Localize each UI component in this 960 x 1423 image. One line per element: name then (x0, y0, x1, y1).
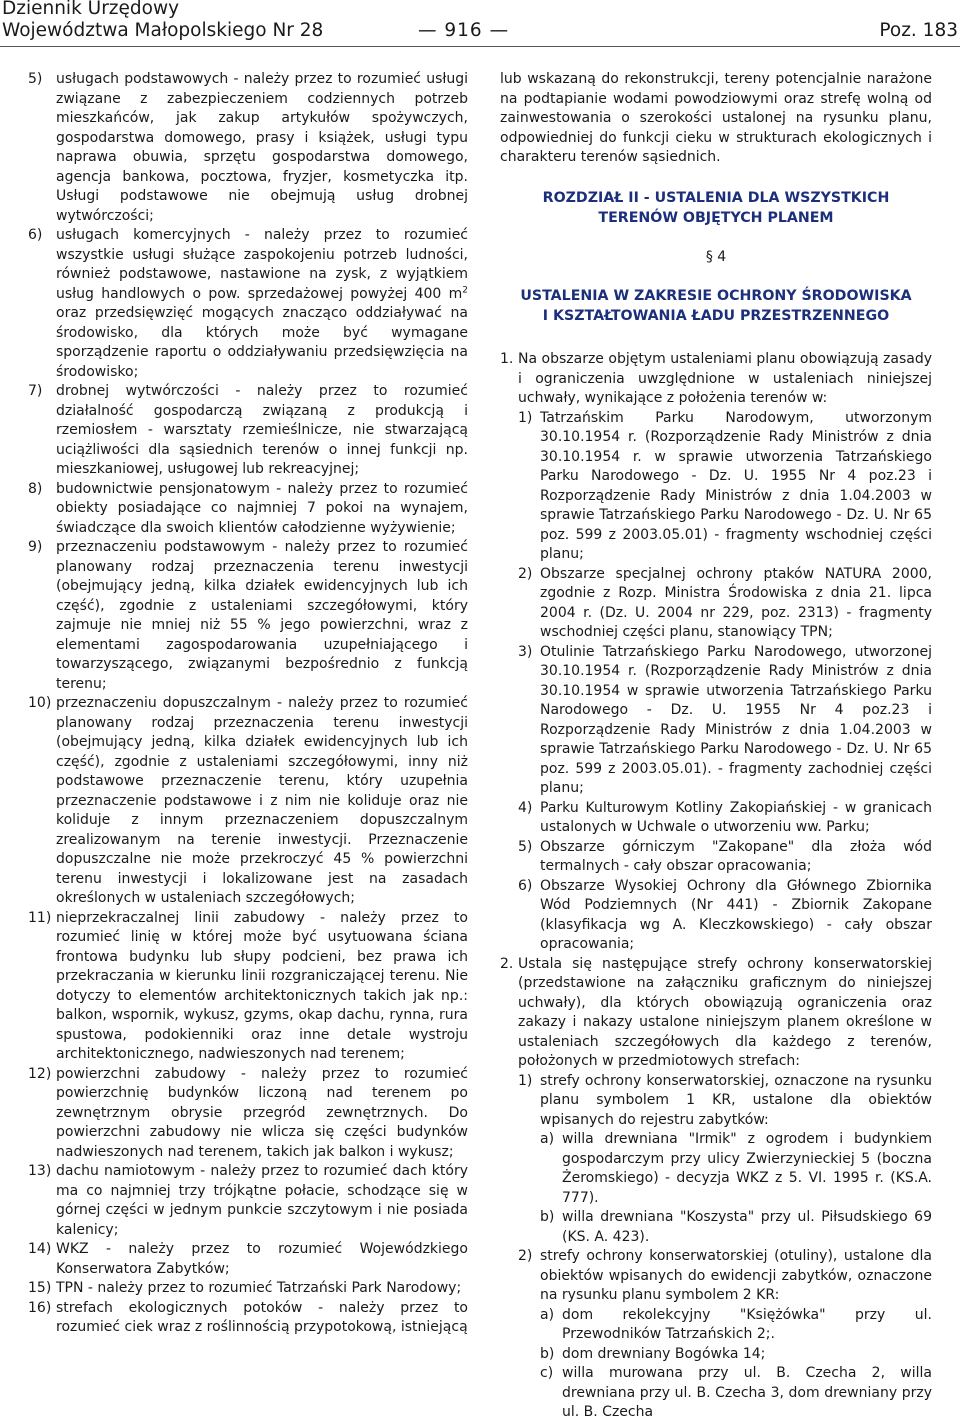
definition-item-15 (28, 1279, 468, 1299)
clause-number: 2. (500, 955, 514, 972)
point-text: Obszarze specjalnej ochrony ptaków NATURA 2000, zgodnie z Rozp. Ministra Środowiska z dnia 21. lipca 2004 r. (Dz. U. 2004 nr 229, poz. 2313) - fragmenty wschodniej części planu, stanowiący TPN; (540, 565, 932, 640)
point-number: 5) (518, 838, 533, 855)
voivodeship-issue: Województwa Małopolskiego Nr 28 (2, 20, 324, 41)
clause-text: Ustala się następujące strefy ochrony konserwatorskiej (przedstawione na załączniku graficznym do niniejszej uchwały), dla których obowiązują ograniczenia oraz zakazy i nakazy ustalone niniejszym planem określone w ustaleniach szczegółowych dla każdego z terenów, położonych w przedmiotowych strefach: (518, 955, 932, 1069)
clause-2-point-1a (500, 1130, 932, 1208)
item-text: dachu namiotowym - należy przez to rozumieć dach który ma co najmniej trzy trójkątne połacie, schodzące się w górnej części w jednym punkcie szczytowym i nie posiada kalenicy; (56, 1163, 468, 1238)
item-text: przeznaczeniu podstawowym - należy przez to rozumieć planowany rodzaj przeznaczenia terenu inwestycji (obejmujący jedną, kilka działek ewidencyjnych lub ich część), zgodnie z ustaleniami szczegółowymi, który zajmuje nie mniej niż 55 % jego powierzchni, wraz z elementami zagospodarowania uzupełniającego i towarzyszącego, związanymi bezpośrednio z funkcją terenu; (56, 539, 468, 692)
clause-1-point-4 (500, 799, 932, 838)
clause-number: 1. (500, 351, 514, 367)
left-column (28, 70, 468, 1338)
item-number: 13) (28, 1163, 52, 1179)
item-text: nieprzekraczalnej linii zabudowy - należy przez to rozumieć linię w której może być usytuowana ściana frontowa budynku lub słupy podcieni, bez prawa ich przekraczania w kierunku linii rozgraniczającej terenu. Nie dotyczy to elementów architektonicznych takich jak np.: balkon, wspornik, wykusz, gzyms, okap dachu, rynna, rura spustowa, podokienniki oraz inne detale wystroju architektonicznego, nadwieszonych nad terenem; (56, 909, 468, 1062)
letter-number: b) (540, 1345, 555, 1362)
page-header (0, 0, 960, 46)
point-number: 2) (518, 565, 533, 582)
clause-1-point-6 (500, 877, 932, 955)
point-text: Parku Kulturowym Kotliny Zakopiańskiej - w granicach ustalonych w Uchwale o utworzeniu ww. Parku; (540, 799, 932, 835)
point-text: strefy ochrony konserwatorskiej, oznaczone na rysunku planu symbolem 1 KR, ustalone dla obiektów wpisanych do rejestru zabytków: (540, 1072, 932, 1128)
clause-2-point-2b (500, 1345, 932, 1365)
clause-1-point-1 (500, 409, 932, 565)
item-text: drobnej wytwórczości - należy przez to rozumieć działalność gospodarczą związaną z produkcją i rzemiosłem - warsztaty rzemieślnicze, nie stwarzającą uciążliwości dla sąsiednich terenów o innej funkcji np. mieszkaniowej, usługowej lub rekreacyjnej; (56, 383, 468, 477)
letter-text: willa drewniana "Koszysta" przy ul. Piłsudskiego 69 (KS. A. 423). (562, 1209, 932, 1245)
item-number: 5) (28, 71, 43, 87)
point-number: 1) (518, 409, 533, 426)
point-number: 3) (518, 643, 533, 660)
item-number: 10) (28, 695, 52, 711)
clause-2-point-1b (500, 1208, 932, 1247)
item-text: strefach ekologicznych potoków - należy przez to rozumieć ciek wraz z roślinnością przypotokową, istniejącą (56, 1299, 468, 1335)
clause-2-point-1 (500, 1072, 932, 1131)
point-text: strefy ochrony konserwatorskiej (otuliny), ustalone dla obiektów wpisanych do ewidencji zabytków, oznaczone na rysunku planu symbolem 2 KR: (540, 1248, 932, 1303)
definition-item-9 (28, 538, 468, 694)
point-number: 6) (518, 877, 533, 894)
clause-1-point-5 (500, 838, 932, 877)
definition-item-16 (28, 1299, 468, 1338)
item-number: 7) (28, 383, 43, 399)
chapter-heading-line: ROZDZIAŁ II - USTALENIA DLA WSZYSTKICH (542, 189, 890, 206)
item-number: 9) (28, 539, 43, 555)
item-number: 8) (28, 480, 43, 497)
definition-item-10 (28, 694, 468, 909)
position-number: Poz. 183 (879, 20, 958, 41)
point-text: Otulinie Tatrzańskiego Parku Narodowego, utworzonej 30.10.1954 r. (Rozporządzenie Rady Ministrów z dnia 30.10.1954 w sprawie utworzenia Tatrzańskiego Parku Narodowego - Dz. U. 1955 Nr 4 poz.23 i Rozporządzenie Rady Ministrów z dnia 1.04.2003 w sprawie Tatrzańskiego Parku Narodowego - Dz. U. Nr 65 poz. 599 z 2003.05.01). - fragmenty zachodniej części planu; (540, 643, 932, 796)
point-text: Obszarze górniczym "Zakopane" dla złoża wód termalnych - cały obszar opracowania; (540, 838, 932, 874)
header-divider (0, 46, 960, 47)
page-number: — 916 — (418, 20, 510, 41)
chapter-heading (500, 188, 932, 228)
chapter-heading-line: TERENÓW OBJĘTYCH PLANEM (598, 209, 834, 226)
point-number: 2) (518, 1248, 533, 1264)
item-number: 11) (28, 909, 52, 926)
item-text: budownictwie pensjonatowym - należy przez to rozumieć obiekty posiadające co najmniej 7 pokoi na wynajem, świadczące dla swoich klientów całodzienne wyżywienie; (56, 480, 468, 536)
clause-1-point-3 (500, 643, 932, 799)
letter-text: dom rekolekcyjny "Księżówka" przy ul. Przewodników Tatrzańskich 2;. (562, 1306, 932, 1342)
right-column (500, 70, 932, 1423)
item-text: oraz przedsięwzięć mogących znacząco oddziaływać na środowisko, dla których może być wymagane sporządzenie raportu o oddziaływaniu przedsięwzięcia na środowisko; (56, 305, 468, 380)
definition-item-13 (28, 1162, 468, 1240)
paragraph-mark: § 4 (705, 248, 727, 265)
clause-1-point-2 (500, 565, 932, 643)
continued-paragraph: lub wskazaną do rekonstrukcji, tereny potencjalnie narażone na podtapianie wodami powodziowymi oraz strefę wolną od zainwestowania o szerokości ustalonej na rysunku planu, odpowiedniej do funkcji cieku w strukturach ekologicznych i charakteru terenów sąsiednich. (500, 71, 932, 165)
definition-item-12 (28, 1065, 468, 1163)
item-text: powierzchni zabudowy - należy przez to rozumieć powierzchnię budynków liczoną nad terenem po zewnętrznym obrysie przegród zewnętrznych. Do powierzchni zabudowy nie wlicza się części budynków nadwieszonych nad terenem, takich jak balkon i wykusz; (56, 1065, 468, 1160)
superscript: 2 (462, 284, 468, 295)
item-number: 15) (28, 1280, 52, 1296)
clause-2-point-2c (500, 1364, 932, 1423)
point-number: 4) (518, 799, 533, 816)
item-number: 6) (28, 227, 43, 243)
letter-number: c) (540, 1365, 554, 1381)
definition-item-7 (28, 382, 468, 480)
item-text: przeznaczeniu dopuszczalnym - należy przez to rozumieć planowany rodzaj przeznaczenia terenu inwestycji (obejmujący jedną, kilka działek ewidencyjnych lub ich część), zgodnie z ustaleniami szczegółowymi, inny niż podstawowe przeznaczenie terenu, który uzupełnia przeznaczenie podstawowe i z nim nie koliduje oraz nie koliduje z innym przeznaczeniem dopuszczalnym zrealizowanym na terenie inwestycji. Przeznaczenie dopuszczalne nie może przekroczyć 45 % powierzchni terenu inwestycji i lokalizowane jest na zasadach określonych w ustaleniach szczegółowych; (56, 695, 468, 906)
definition-item-6 (28, 226, 468, 382)
clause-text: Na obszarze objętym ustaleniami planu obowiązują zasady i ograniczenia uwzględnione w ustaleniach niniejszej uchwały, wynikające z położenia terenów w: (518, 351, 932, 406)
journal-title: Dziennik Urzędowy (2, 0, 180, 19)
item-text: TPN - należy przez to rozumieć Tatrzański Park Narodowy; (56, 1280, 462, 1296)
item-number: 12) (28, 1065, 52, 1082)
item-text: usługach komercyjnych - należy przez to rozumieć wszystkie usługi służące zaspokojeniu potrzeb ludności, również podstawowe, nastawione na zysk, z wyjątkiem usług handlowych o pow. sprzedażowej powyżej 400 m (56, 227, 468, 302)
letter-text: dom drewniany Bogówka 14; (562, 1345, 766, 1362)
point-text: Obszarze Wysokiej Ochrony dla Głównego Zbiornika Wód Podziemnych (Nr 441) - Zbiornik Zakopane (klasyfikacja wg A. Kleczkowskiego) - cały obszar opracowania; (540, 877, 932, 952)
definition-item-11 (28, 909, 468, 1065)
letter-text: willa murowana przy ul. B. Czecha 2, willa drewniana przy ul. B. Czecha 3, dom drewniany przy ul. B. Czecha (562, 1365, 932, 1420)
clause-2-point-2 (500, 1247, 932, 1306)
point-number: 1) (518, 1072, 533, 1089)
definition-item-14 (28, 1240, 468, 1279)
point-text: Tatrzańskim Parku Narodowym, utworzonym 30.10.1954 r. (Rozporządzenie Rady Ministrów z dnia 30.10.1954 r. w sprawie utworzenia Tatrzańskiego Parku Narodowego - Dz. U. 1955 Nr 4 poz.23 i Rozporządzenie Rady Ministrów z dnia 1.04.2003 w sprawie Tatrzańskiego Parku Narodowego - Dz. U. Nr 65 poz. 599 z 2003.05.01) - fragmenty wschodniej części planu; (540, 409, 932, 562)
item-number: 14) (28, 1241, 52, 1257)
clause-2-point-2a (500, 1306, 932, 1345)
item-text: WKZ - należy przez to rozumieć Wojewódzkiego Konserwatora Zabytków; (56, 1241, 468, 1277)
letter-number: a) (540, 1306, 555, 1323)
definition-item-8 (28, 480, 468, 539)
clause-1 (500, 350, 932, 409)
item-number: 16) (28, 1299, 52, 1316)
letter-number: b) (540, 1209, 555, 1225)
item-text: usługach podstawowych - należy przez to rozumieć usługi związane z zabezpieczeniem codziennych potrzeb mieszkańców, jak zakup artykułów spożywczych, gospodarstwa domowego, prasy i książek, usługi typu naprawa obuwia, sprzętu gospodarstwa domowego, agencja bankowa, pocztowa, fryzjer, kosmetyczka itp. Usługi podstawowe nie obejmują usług drobnej wytwórczości; (56, 71, 468, 224)
letter-text: willa drewniana "Irmik" z ogrodem i budynkiem gospodarczym przy ulicy Zwierzynieckiej 5 (boczna Żeromskiego) - decyzja WKZ z 5. VI. 1995 r. (KS.A. 777). (562, 1131, 932, 1206)
letter-number: a) (540, 1131, 555, 1147)
clause-2 (500, 955, 932, 1072)
section-title (500, 287, 932, 326)
section-title-line: USTALENIA W ZAKRESIE OCHRONY ŚRODOWISKA (520, 288, 912, 304)
definition-item-5 (28, 70, 468, 226)
section-title-line: I KSZTAŁTOWANIA ŁADU PRZESTRZENNEGO (542, 307, 890, 324)
